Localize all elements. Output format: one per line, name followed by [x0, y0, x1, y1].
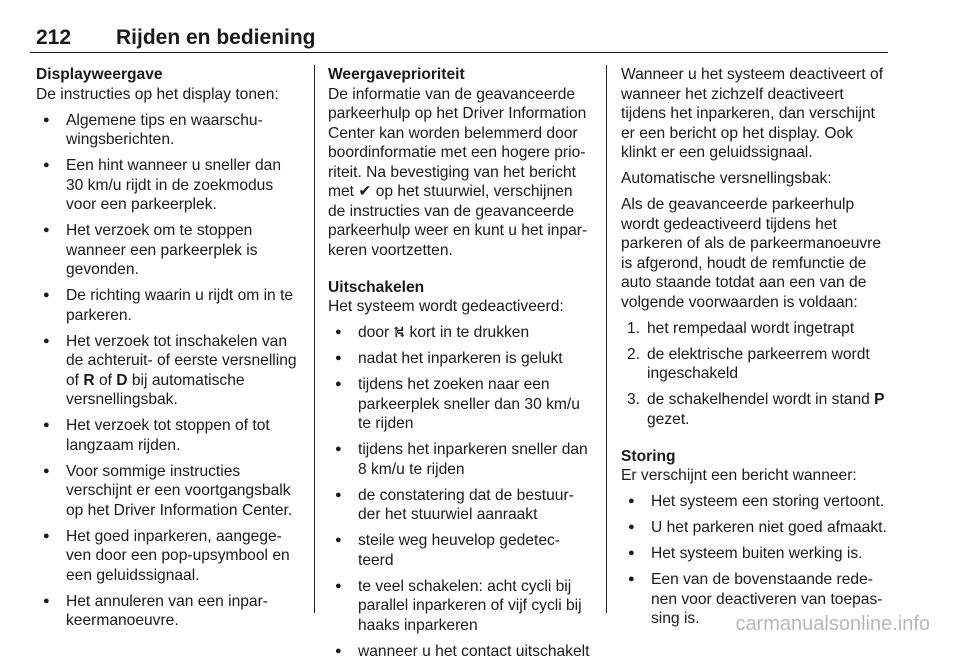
- list-item: ● Algemene tips en waarschu-wingsberichten.: [36, 111, 302, 150]
- list-item: ● Het verzoek om te stoppen wanneer een parkeerplek is gevonden.: [36, 221, 302, 280]
- list-item-text: de elektrische parkeerrem wordt ingeschakeld: [647, 345, 870, 382]
- list-item: ● wanneer u het contact uitschakelt: [328, 642, 594, 662]
- column-3: [621, 65, 891, 635]
- list-item: ● Het verzoek tot stoppen of tot langzaam rijden.: [36, 416, 302, 455]
- list-item: ● nadat het inparkeren is gelukt: [328, 349, 594, 369]
- bullet-list: [328, 323, 594, 661]
- bullet-list: [621, 492, 891, 629]
- list-item: [328, 323, 594, 343]
- list-item: ● tijdens het inparkeren sneller dan 8 km/u te rijden: [328, 440, 594, 479]
- gear-p: P: [874, 391, 885, 408]
- paragraph: Wanneer u het systeem deactiveert of wanneer het zichzelf deactiveert tijdens het inparkeren, dan verschijnt er een bericht op het display. Ook klinkt er een geluidssignaal.: [621, 66, 884, 161]
- list-item: ● Het goed inparkeren, aangege-ven door een pop-upsymbool en een geluidssignaal.: [36, 527, 302, 586]
- bullet-list: [36, 111, 302, 631]
- section-heading-display: Displayweergave: [36, 66, 163, 83]
- column-divider: [314, 65, 315, 613]
- paragraph-text: De informatie van de geavanceerde parkeerhulp op het Driver Information Center kan worden belemmerd door boordinformatie met een hogere prio-riteit. Na bevestiging van het bericht met: [328, 85, 587, 200]
- list-item: [621, 319, 891, 339]
- intro-text: Er verschijnt een bericht wanneer:: [621, 467, 857, 484]
- gear-r: R: [83, 371, 95, 389]
- list-item: ● U het parkeren niet goed afmaakt.: [621, 518, 891, 538]
- paragraph-text: op het stuurwiel, verschijnen de instructies van de geavanceerde parkeerhulp weer en kunt u het inpar-keren voortzetten.: [328, 183, 588, 259]
- intro-text: De instructies op het display tonen:: [36, 85, 279, 103]
- list-item-text: bij automatische versnellingsbak.: [66, 371, 245, 408]
- parking-assist-icon: ⛕: [393, 324, 406, 341]
- column-divider: [606, 65, 607, 613]
- checkmark-icon: ✔: [358, 183, 372, 200]
- list-item: ● Het annuleren van een inpar-keermanoeuvre.: [36, 592, 302, 631]
- column-1: [36, 65, 302, 637]
- list-item: ● steile weg heuvelop gedetec-teerd: [328, 531, 594, 570]
- paragraph: [328, 85, 594, 261]
- list-item: ● Het systeem buiten werking is.: [621, 544, 891, 564]
- intro-text: Het systeem wordt gedeactiveerd:: [328, 298, 564, 315]
- section-heading-priority: Weergaveprioriteit: [328, 66, 465, 83]
- list-item: [36, 332, 302, 410]
- list-item: ● Het systeem een storing vertoont.: [621, 492, 891, 512]
- list-number: 3.: [627, 391, 641, 408]
- page-header: [30, 26, 888, 53]
- list-item-text: of: [94, 371, 117, 389]
- paragraph: Automatische versnellingsbak:: [621, 170, 832, 187]
- list-item: [621, 345, 891, 384]
- list-item: ● Een van de bovenstaande rede-nen voor deactiveren van toepas-sing is.: [621, 570, 891, 629]
- list-item-text: Het verzoek tot inschakelen van de achteruit- of eerste versnelling of: [66, 332, 297, 389]
- list-item-text: de schakelhendel wordt in stand: [647, 391, 875, 408]
- page-title: Rijden en bediening: [116, 26, 316, 49]
- section-heading-disable: Uitschakelen: [328, 278, 425, 296]
- list-item-text: door: [358, 324, 394, 341]
- list-item-text: kort in te drukken: [405, 324, 530, 341]
- list-item-text: het rempedaal wordt ingetrapt: [647, 319, 855, 337]
- gear-d: D: [116, 371, 128, 389]
- column-2: [328, 65, 594, 668]
- paragraph: Als de geavanceerde parkeerhulp wordt gedeactiveerd tijdens het parkeren of als de parkeermanoeuvre is afgerond, houdt de remfunctie de auto staande totdat aan een van de volgende voorwaarden is voldaan:: [621, 196, 882, 311]
- list-item: ● Een hint wanneer u sneller dan 30 km/u rijdt in de zoekmodus voor een parkeerplek.: [36, 156, 302, 215]
- list-item: ● tijdens het zoeken naar een parkeerplek sneller dan 30 km/u te rijden: [328, 375, 594, 434]
- page-number: 212: [36, 26, 72, 49]
- list-item: [621, 390, 891, 429]
- section-heading-fault: Storing: [621, 447, 676, 465]
- watermark: carmanualsonline.info: [735, 613, 930, 635]
- list-number: 2.: [627, 345, 641, 363]
- list-item: ● de constatering dat de bestuur-der het stuurwiel aanraakt: [328, 486, 594, 525]
- list-number: 1.: [627, 319, 641, 337]
- list-item: ● Voor sommige instructies verschijnt er een voortgangsbalk op het Driver Information Center.: [36, 462, 302, 521]
- list-item-text: gezet.: [647, 410, 690, 428]
- numbered-list: [621, 319, 891, 430]
- list-item: ● De richting waarin u rijdt om in te parkeren.: [36, 286, 302, 325]
- list-item: ● te veel schakelen: acht cycli bij parallel inparkeren of vijf cycli bij haaks inparkeren: [328, 577, 594, 636]
